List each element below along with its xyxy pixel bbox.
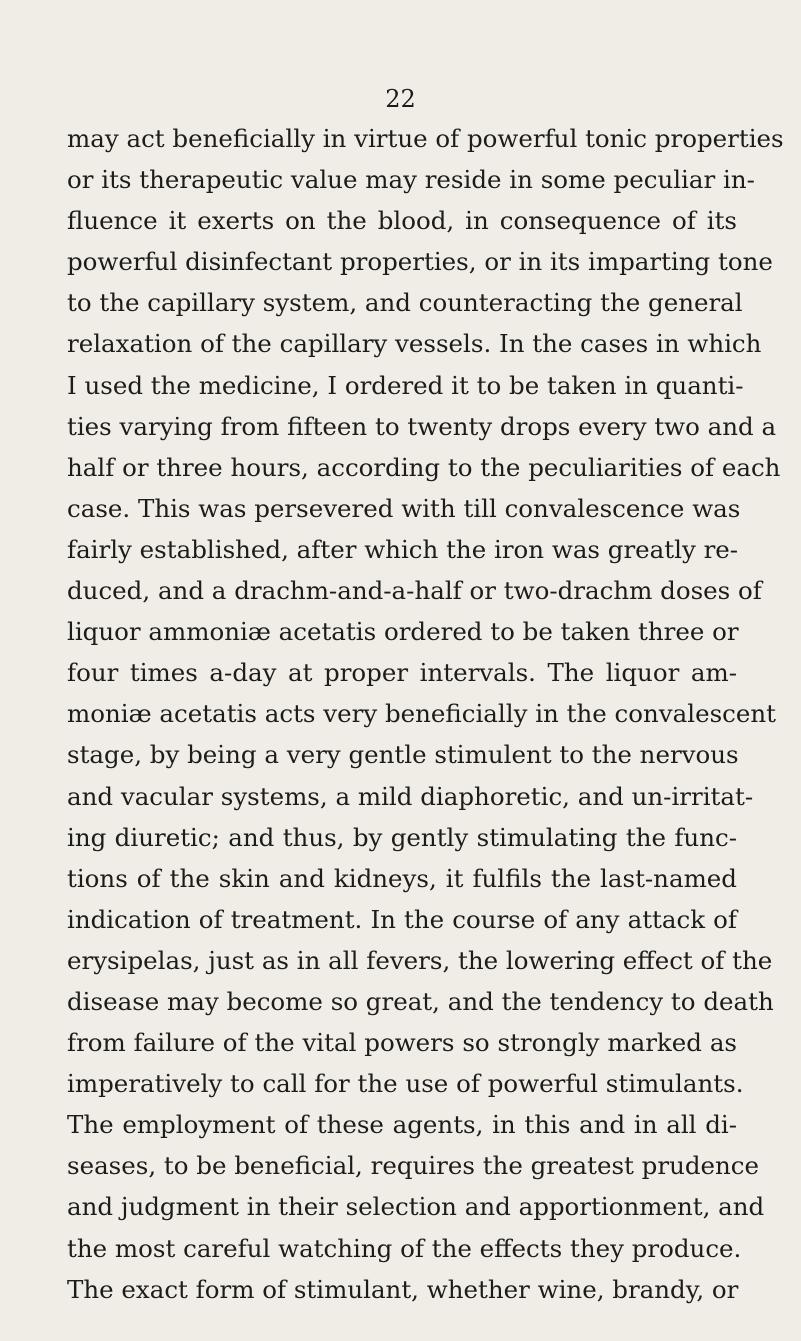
text-line: fairly established, after which the iron was greatly re- (67, 534, 739, 564)
text-line: and vacular systems, a mild diaphoretic, and un-irritat- (67, 781, 754, 811)
text-line: to the capillary system, and counteracting the general (67, 288, 743, 318)
text-line: duced, and a drachm-and-a-half or two-drachm doses of (67, 576, 762, 606)
text-line: ties varying from fifteen to twenty drops every two and a (67, 411, 777, 441)
text-line: or its therapeutic value may reside in some peculiar in- (67, 165, 755, 195)
text-line: relaxation of the capillary vessels. In the cases in which (67, 329, 762, 359)
text-line: case. This was persevered with till convalescence was (67, 493, 741, 523)
text-line: The employment of these agents, in this and in all di- (67, 1110, 737, 1140)
text-line: indication of treatment. In the course of any attack of (67, 904, 737, 934)
text-line: I used the medicine, I ordered it to be taken in quanti- (67, 370, 744, 400)
text-line: and judgment in their selection and apportionment, and (67, 1192, 765, 1222)
text-line: may act beneficially in virtue of powerful tonic properties (67, 124, 784, 153)
text-line: The exact form of stimulant, whether wine, brandy, or (67, 1274, 739, 1304)
text-line: powerful disinfectant properties, or in its imparting tone (67, 247, 773, 277)
text-line: moniæ acetatis acts very beneficially in the convalescent (67, 699, 776, 729)
text-line: tions of the skin and kidneys, it fulfils the last-named (67, 863, 737, 893)
text-line: erysipelas, just as in all fevers, the lowering effect of the (67, 945, 773, 975)
text-line: from failure of the vital powers so strongly marked as (67, 1028, 737, 1058)
text-line: fluence it exerts on the blood, in consequence of its (67, 206, 737, 236)
text-line: ing diuretic; and thus, by gently stimulating the func- (67, 822, 737, 852)
text-line: imperatively to call for the use of powerful stimulants. (67, 1069, 744, 1099)
text-line: the most careful watching of the effects they produce. (67, 1233, 742, 1263)
body-text (67, 118, 784, 1310)
page-number: 22 (385, 85, 416, 113)
text-line: seases, to be beneficial, requires the greatest prudence (67, 1151, 760, 1181)
text-line: stage, by being a very gentle stimulent to the nervous (67, 740, 739, 770)
text-line: liquor ammoniæ acetatis ordered to be taken three or (67, 617, 739, 647)
text-line: half or three hours, according to the peculiarities of each (67, 452, 781, 482)
text-line: four times a-day at proper intervals. The liquor am- (67, 658, 737, 688)
text-line: disease may become so great, and the tendency to death (67, 986, 774, 1016)
